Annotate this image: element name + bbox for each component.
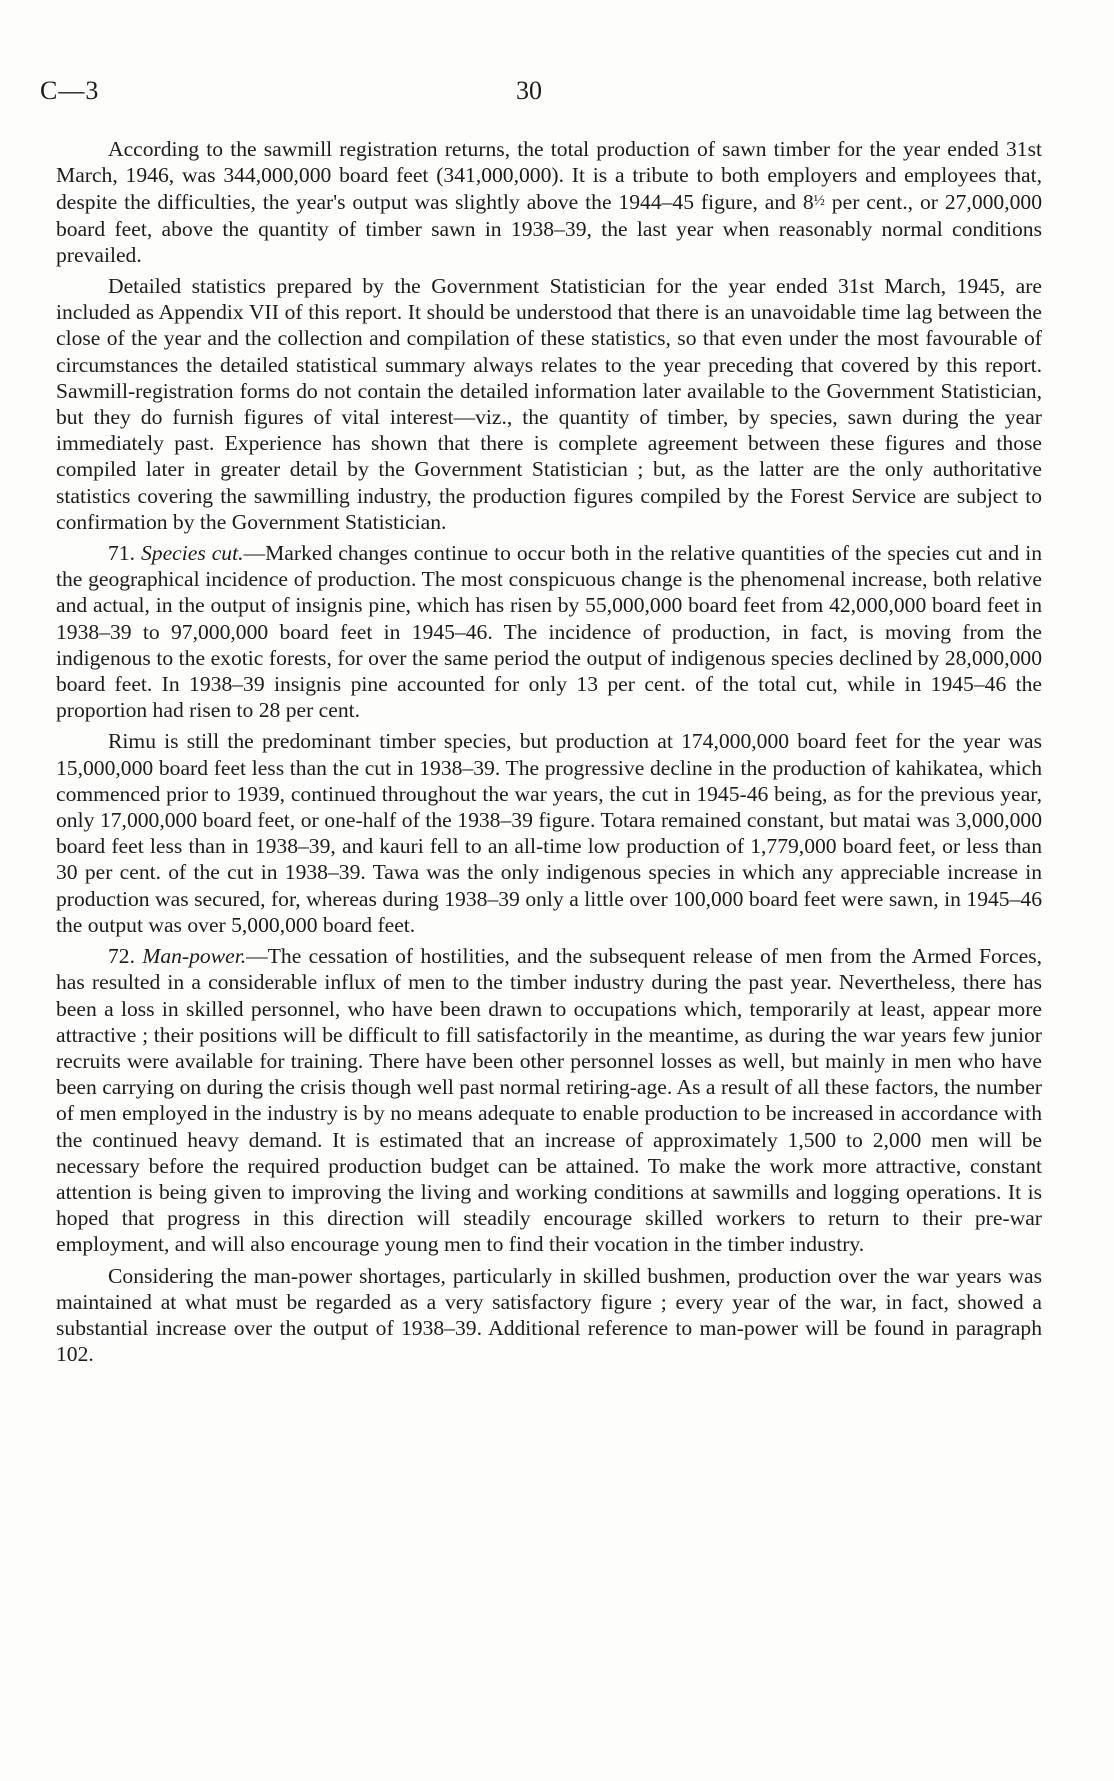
paragraph-71-species-cut: [56, 540, 1042, 723]
paragraph-detailed-statistics: Detailed statistics prepared by the Government Statistician for the year ended 31st March, 1945, are included as Appendix VII of this report. It should be understood that there is an unavoidable time lag between the close of the year and the collection and compilation of these statistics, so that even under the most favourable of circumstances the detailed statistical summary always relates to the year preceding that covered by this report. Sawmill-registration forms do not contain the detailed information later available to the Government Statistician, but they do furnish figures of vital interest—viz., the quantity of timber, by species, sawn during the year immediately past. Experience has shown that there is complete agreement between these figures and those compiled later in greater detail by the Government Statistician ; but, as the latter are the only authoritative statistics covering the sawmilling industry, the production figures compiled by the Forest Service are subject to confirmation by the Government Statistician.: [56, 274, 1042, 534]
report-code: C—3: [40, 76, 100, 105]
paragraph-text: According to the sawmill registration returns, the total production of sawn timber for the year ended 31st March, 1946, was 344,000,000 board feet (341,000,000). It is a tribute to both employers and employees that, despite the difficulties, the year's output was slightly above the 1944–45 figure, and 8: [56, 137, 1042, 215]
paragraph-text: per cent., or 27,000,000 board feet, above the quantity of timber sawn in 1938–39, the last year when reasonably normal conditions prevailed.: [56, 190, 1043, 267]
paragraph-text: —Marked changes continue to occur both in the relative quantities of the species cut and in the geographical incidence of production. The most conspicuous change is the phenomenal increase, both relative and actual, in the output of insignis pine, which has risen by 55,000,000 board feet from 42,000,000 board feet in 1938–39 to 97,000,000 board feet in 1945–46. The incidence of production, in fact, is moving from the indigenous to the exotic forests, for over the same period the output of indigenous species declined by 28,000,000 board feet. In 1938–39 insignis pine accounted for only 13 per cent. of the total cut, while in 1945–46 the proportion had risen to 28 per cent.: [56, 541, 1042, 723]
paragraph-rimu: Rimu is still the predominant timber species, but production at 174,000,000 board feet for the year was 15,000,000 board feet less than the cut in 1938–39. The progressive decline in the production of kahikatea, which commenced prior to 1939, continued throughout the war years, the cut in 1945-46 being, as for the previous year, only 17,000,000 board feet, or one-half of the 1938–39 figure. Totara remained constant, but matai was 3,000,000 board feet less than in 1938–39, and kauri fell to an all-time low production of 1,779,000 board feet, or less than 30 per cent. of the cut in 1938–39. Tawa was the only indigenous species in which any appreciable increase in production was secured, for, whereas during 1938–39 only a little over 100,000 board feet were sawn, in 1945–46 the output was over 5,000,000 board feet.: [56, 729, 1042, 937]
paragraph-72-man-power: [56, 943, 1042, 1257]
fraction-half: ½: [813, 193, 825, 210]
paragraph-heading: Species cut.: [140, 541, 244, 566]
paragraph-number: 72.: [108, 944, 143, 969]
paragraph-heading: Man-power.: [142, 944, 247, 969]
paragraph-man-power-shortages: Considering the man-power shortages, particularly in skilled bushmen, production over the war years was maintained at what must be regarded as a very satisfactory figure ; every year of the war, in fact, showed a substantial increase over the output of 1938–39. Additional reference to man-power will be found in paragraph 102.: [56, 1263, 1042, 1367]
report-body: [56, 136, 1042, 1372]
paragraph-text: —The cessation of hostilities, and the subsequent release of men from the Armed Forces, has resulted in a considerable influx of men to the timber industry during the past year. Nevertheless, there has been a loss in skilled personnel, who have been drawn to occupations which, temporarily at least, appear more attractive ; their positions will be difficult to fill satisfactorily in the meantime, as during the war years few junior recruits were available for training. There have been other personnel losses as well, but mainly in men who have been carrying on during the crisis though well past normal retiring-age. As a result of all these factors, the number of men employed in the industry is by no means adequate to enable production to be increased in accordance with the continued heavy demand. It is estimated that an increase of approximately 1,500 to 2,000 men will be necessary before the required production budget can be attained. To make the work more attractive, constant attention is being given to improving the living and working conditions at sawmills and logging operations. It is hoped that progress in this direction will steadily encourage skilled workers to return to their pre-war employment, and will also encourage young men to find their vocation in the timber industry.: [56, 944, 1043, 1257]
paragraph-number: 71.: [108, 541, 141, 566]
paragraph-sawn-timber-production: [56, 136, 1042, 268]
page-number: 30: [516, 76, 542, 105]
